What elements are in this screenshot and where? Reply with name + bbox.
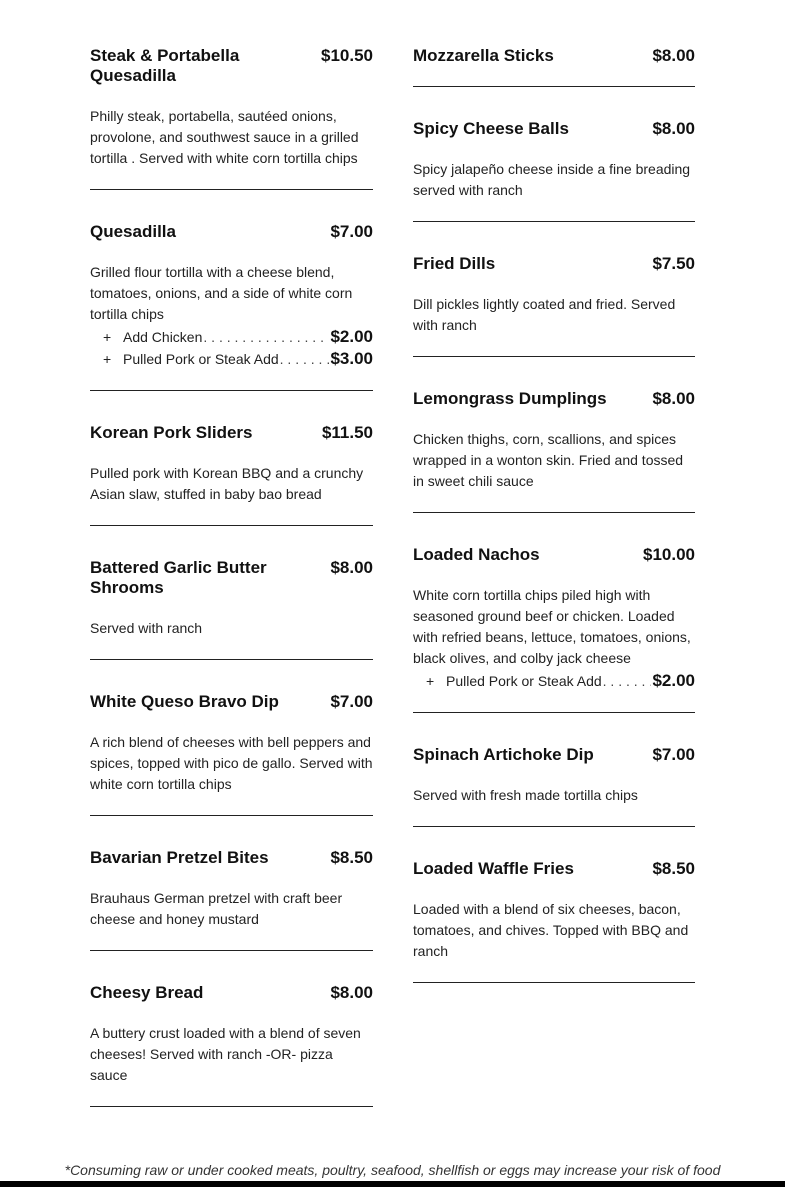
menu-item-description: A buttery crust loaded with a blend of seven cheeses! Served with ranch -OR- pizza sauce [90,1025,361,1083]
addon-price: $3.00 [330,349,373,368]
menu-item-header [413,745,695,765]
menu-item-description: Served with fresh made tortilla chips [413,787,638,803]
menu-item-name: Spicy Cheese Balls [413,119,569,138]
menu-item-addons [413,670,695,692]
menu-item-name: Fried Dills [413,254,496,273]
menu-item-spinach-artichoke-dip [413,745,695,827]
menu-item-header [413,46,695,66]
menu-item-header [90,423,373,443]
menu-item-price: $8.50 [330,848,373,867]
menu-item-name: Quesadilla [90,222,176,241]
menu-item-header [90,558,373,598]
menu-item-fried-dills [413,254,695,357]
menu-item-description: Spicy jalapeño cheese inside a fine breading served with ranch [413,161,691,198]
addon-label: Pulled Pork or Steak Add [446,673,602,689]
menu-item-description: Dill pickles lightly coated and fried. Served with ranch [413,296,676,333]
menu-item-description: Loaded with a blend of six cheeses, bacon, tomatoes, and chives. Topped with BBQ and ranch [413,901,689,959]
menu-item-price: $8.00 [652,389,695,408]
menu-column-left [90,46,373,1139]
menu-item-description: Brauhaus German pretzel with craft beer cheese and honey mustard [90,890,343,927]
menu-column-right [413,46,695,1015]
menu-item-header [413,254,695,274]
menu-item-header [413,545,695,565]
menu-item-name: White Queso Bravo Dip [90,692,279,711]
menu-item-name: Korean Pork Sliders [90,423,253,442]
menu-item-price: $10.00 [643,545,695,564]
menu-item-description: Grilled flour tortilla with a cheese blend, tomatoes, onions, and a side of white corn tortilla chips [90,264,353,322]
menu-item-spicy-cheese-balls [413,119,695,222]
addon-row [90,326,373,348]
menu-item-price: $7.00 [652,745,695,764]
dot-leader [203,326,329,348]
menu-item-price: $8.00 [652,46,695,65]
menu-item-price: $10.50 [321,46,373,65]
menu-item-loaded-waffle-fries [413,859,695,983]
food-safety-disclaimer: *Consuming raw or under cooked meats, poultry, seafood, shellfish or eggs may increase your risk of food [64,1162,721,1178]
menu-item-header [413,119,695,139]
menu-item-bavarian-pretzel-bites [90,848,373,951]
menu-item-name: Mozzarella Sticks [413,46,554,65]
menu-item-price: $11.50 [321,423,373,442]
menu-item-price: $7.00 [330,222,373,241]
menu-item-name: Lemongrass Dumplings [413,389,607,408]
menu-item-korean-pork-sliders [90,423,373,526]
menu-item-lemongrass-dumplings [413,389,695,513]
menu-item-cheesy-bread [90,983,373,1107]
menu-item-header [90,46,373,86]
menu-item-mozzarella-sticks [413,46,695,87]
menu-item-header [90,692,373,712]
addon-price: $2.00 [330,327,373,346]
menu-item-description: Chicken thighs, corn, scallions, and spices wrapped in a wonton skin. Fried and tossed in sweet chili sauce [413,431,684,489]
addon-row [413,670,695,692]
addon-label: Add Chicken [123,329,203,345]
menu-item-price: $8.00 [330,558,373,577]
addon-row [90,348,373,370]
menu-item-name: Cheesy Bread [90,983,204,1002]
menu-item-price: $8.50 [652,859,695,878]
menu-item-header [413,389,695,409]
menu-item-header [90,848,373,868]
plus-icon: + [103,351,112,367]
bottom-bar [0,1181,785,1187]
dot-leader [280,348,330,370]
menu-item-description: Philly steak, portabella, sautéed onions, provolone, and southwest sauce in a grilled tortilla . Served with white corn tortilla chips [90,108,359,166]
menu-item-price: $7.00 [330,692,373,711]
menu-item-header [90,983,373,1003]
menu-item-name: Steak & Portabella Quesadilla [90,46,240,85]
menu-item-name: Loaded Nachos [413,545,540,564]
menu-item-description: A rich blend of cheeses with bell peppers and spices, topped with pico de gallo. Served with white corn tortilla chips [90,734,373,792]
menu-item-description: Pulled pork with Korean BBQ and a crunchy Asian slaw, stuffed in baby bao bread [90,465,364,502]
menu-item-name: Bavarian Pretzel Bites [90,848,269,867]
addon-price: $2.00 [652,671,695,690]
menu-item-price: $8.00 [652,119,695,138]
menu-item-white-queso-bravo-dip [90,692,373,816]
menu-item-name: Battered Garlic Butter Shrooms [90,558,267,597]
plus-icon: + [103,329,112,345]
menu-item-description: White corn tortilla chips piled high with seasoned ground beef or chicken. Loaded with refried beans, lettuce, tomatoes, onions, black olives, and colby jack cheese [413,587,691,666]
menu-item-battered-garlic-butter-shrooms [90,558,373,660]
menu-item-price: $8.00 [330,983,373,1002]
menu-item-name: Loaded Waffle Fries [413,859,574,878]
menu-item-header [90,222,373,242]
menu-item-quesadilla [90,222,373,391]
menu-item-price: $7.50 [652,254,695,273]
menu-item-name: Spinach Artichoke Dip [413,745,594,764]
menu-item-description: Served with ranch [90,620,203,636]
menu-item-steak-and-portabella-quesadilla [90,46,373,190]
dot-leader [603,670,652,692]
menu-item-header [413,859,695,879]
menu-item-addons [90,326,373,370]
menu-item-loaded-nachos [413,545,695,713]
addon-label: Pulled Pork or Steak Add [123,351,279,367]
plus-icon: + [426,673,435,689]
